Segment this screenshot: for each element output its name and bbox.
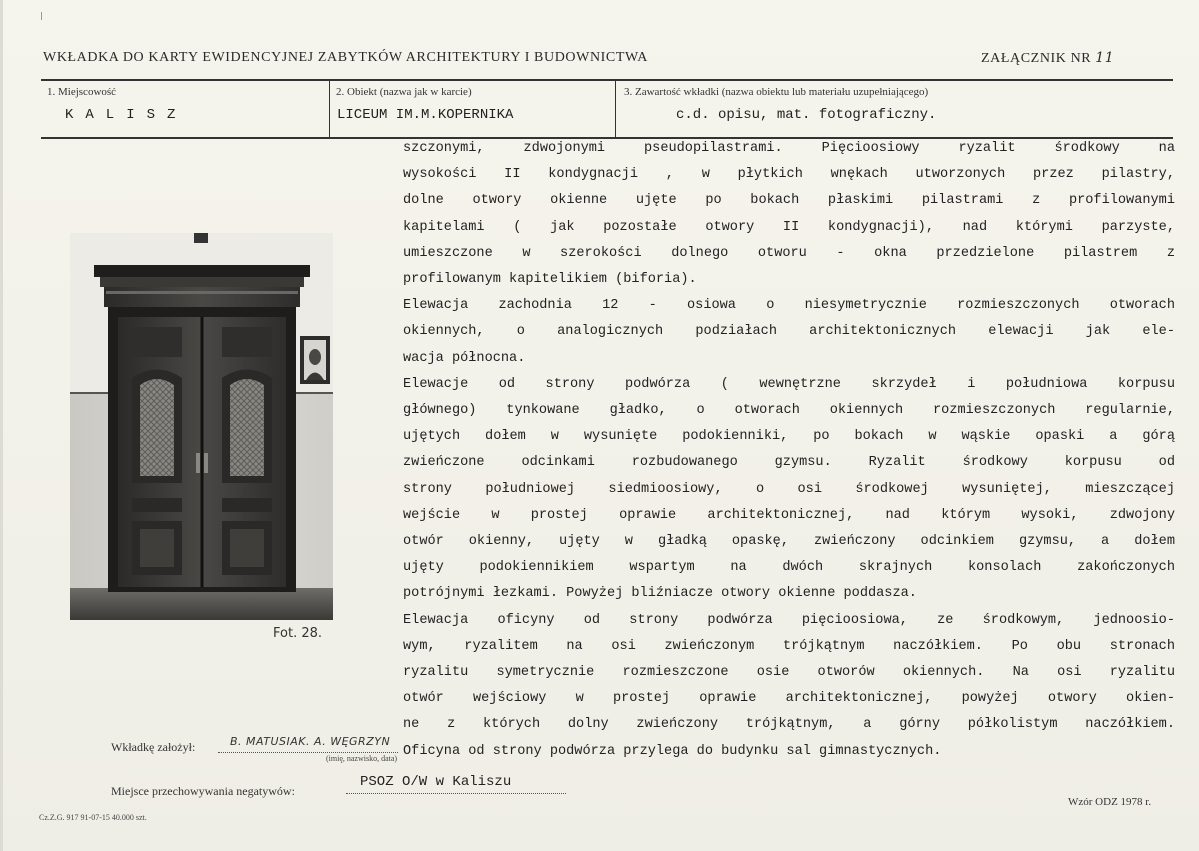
contents-value: c.d. opisu, mat. fotograficzny. bbox=[676, 107, 937, 123]
body-line: wejście w prostej oprawie architektonicznej, nad którym wysoki, zdwojony bbox=[403, 507, 1175, 523]
body-line: ujęty podokiennikiem wspartym na dwóch skrajnych konsolach zakończonych bbox=[403, 560, 1175, 576]
body-line: wacja północna. bbox=[403, 350, 526, 366]
body-line: Elewacja zachodnia 12 - osiowa o niesymetrycznie rozmieszczonych otworach bbox=[403, 298, 1175, 314]
annex-label-text: ZAŁĄCZNIK NR bbox=[981, 51, 1092, 66]
field-divider-1 bbox=[329, 81, 330, 137]
body-line: okiennych, o analogicznych podziałach architektonicznych elewacji jak ele- bbox=[403, 324, 1175, 340]
field-divider-2 bbox=[615, 81, 616, 137]
contents-label: 3. Zawartość wkładki (nazwa obiektu lub materiału uzupełniającego) bbox=[624, 86, 929, 98]
annex-label bbox=[981, 50, 1114, 67]
body-line: otwór wejściowy w prostej oprawie architektonicznej, powyżej otwory okien- bbox=[403, 691, 1175, 707]
locality-value: KALISZ bbox=[65, 107, 188, 123]
filled-by-line bbox=[218, 752, 398, 753]
body-line: zwieńczone odcinkami rozbudowanego gzymsu. Ryzalit środkowy korpusu od bbox=[403, 455, 1175, 471]
negatives-line bbox=[346, 793, 566, 794]
form-title: WKŁADKA DO KARTY EWIDENCYJNEJ ZABYTKÓW ARCHITEKTURY I BUDOWNICTWA bbox=[43, 50, 648, 65]
body-line: Elewacja oficyny od strony podwórza pięcioosiowa, ze środkowym, jednoosio- bbox=[403, 612, 1175, 628]
body-line: potrójnymi łezkami. Powyżej bliźniacze otwory okienne poddasza. bbox=[403, 586, 917, 602]
object-value: LICEUM IM.M.KOPERNIKA bbox=[337, 107, 514, 123]
body-line: szczonymi, zdwojonymi pseudopilastrami. Pięcioosiowy ryzalit środkowy na bbox=[403, 141, 1175, 156]
body-line: profilowanym kapitelikiem (biforia). bbox=[403, 272, 697, 288]
door-photograph bbox=[70, 233, 333, 620]
description-text bbox=[403, 136, 1175, 765]
body-line: kapitelami ( jak pozostałe otwory II kondygnacji), nad którymi parzyste, bbox=[403, 219, 1175, 235]
header-top-rule bbox=[41, 79, 1173, 81]
body-line: Oficyna od strony podwórza przylega do budynku sal gimnastycznych. bbox=[403, 743, 942, 759]
form-code: Wzór ODZ 1978 r. bbox=[1068, 796, 1152, 808]
corner-mark bbox=[41, 12, 42, 20]
body-line: ne z których dolny zwieńczony trójkątnym, a górny półkolistym naczółkiem. bbox=[403, 717, 1175, 733]
object-label: 2. Obiekt (nazwa jak w karcie) bbox=[336, 86, 472, 98]
filled-by-signature: B. MATUSIAK. A. WĘGRZYN bbox=[230, 735, 391, 748]
body-line: ujętych dołem w wysunięte podokienniki, po bokach w wąskie opaski a górą bbox=[403, 429, 1175, 445]
filled-by-note: (imię, nazwisko, data) bbox=[326, 754, 398, 763]
print-code: Cz.Z.G. 917 91-07-15 40.000 szt. bbox=[39, 813, 147, 822]
locality-label: 1. Miejscowość bbox=[47, 86, 117, 98]
body-line: dolne otwory okienne ujęte po bokach płaskimi pilastrami z profilowanymi bbox=[403, 193, 1175, 209]
body-line: otwór okienny, ujęty w gładką opaskę, zwieńczony odcinkiem gzymsu, a dołem bbox=[403, 534, 1175, 550]
body-line: wysokości II kondygnacji , w płytkich wnękach utworzonych przez pilastry, bbox=[403, 167, 1175, 183]
negatives-label: Miejsce przechowywania negatywów: bbox=[111, 784, 295, 798]
photo-caption: Fot. 28. bbox=[273, 626, 323, 641]
filled-by-label: Wkładkę założył: bbox=[111, 740, 196, 754]
negatives-value: PSOZ O/W w Kaliszu bbox=[360, 774, 512, 790]
body-line: wym, ryzalitem na osi zwieńczonym trójkątnym naczółkiem. Po obu stronach bbox=[403, 638, 1175, 654]
body-line: ryzalitu symetrycznie rozmieszczone osie otworów okiennych. Na osi ryzalitu bbox=[403, 665, 1175, 681]
body-line: Elewacje od strony podwórza ( wewnętrzne skrzydeł i południowa korpusu bbox=[403, 376, 1175, 392]
body-line: głównego) tynkowane gładko, o otworach okiennych rozmieszczonych regularnie, bbox=[403, 403, 1175, 419]
body-line: strony południowej siedmioosiowy, o osi środkowej wysuniętej, mieszczącej bbox=[403, 481, 1175, 497]
body-line: umieszczone w szerokości dolnego otworu - okna przedzielone pilastrem z bbox=[403, 245, 1175, 261]
door-photo-image bbox=[70, 233, 333, 620]
annex-number: 11 bbox=[1095, 50, 1115, 66]
